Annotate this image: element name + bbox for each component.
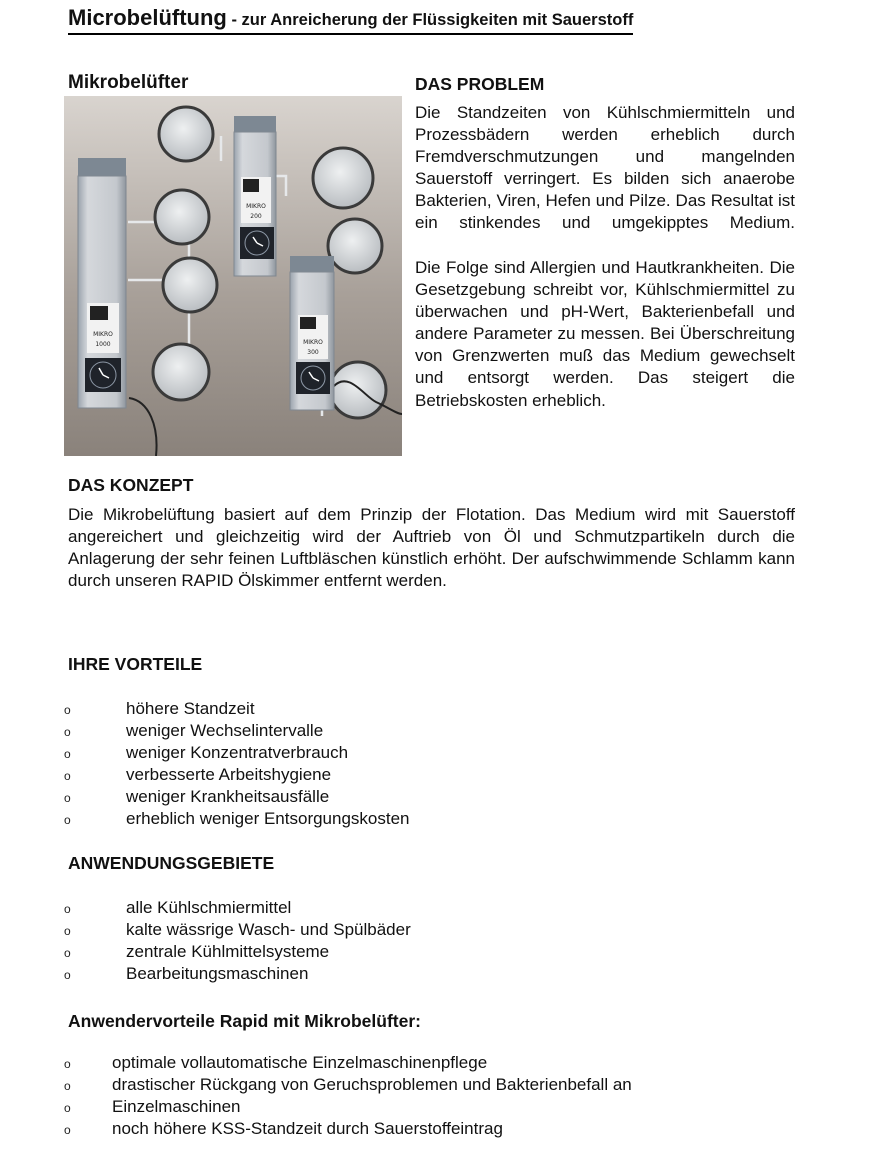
list-item-text: Bearbeitungsmaschinen xyxy=(126,964,309,984)
list-item xyxy=(64,1096,764,1118)
list-item xyxy=(64,1052,764,1074)
unit-label-number: 300 xyxy=(307,349,319,356)
list-item xyxy=(64,919,564,941)
bullet-circle-icon: o xyxy=(64,946,71,961)
list-item-text: alle Kühlschmiermittel xyxy=(126,898,292,917)
bullet-circle-icon: o xyxy=(64,703,71,717)
bullet-circle-icon: o xyxy=(64,813,71,828)
unit-mikro-1000 xyxy=(78,158,126,408)
list-item xyxy=(64,808,564,830)
user-benefits-heading: Anwendervorteile Rapid mit Mikrobelüfter: xyxy=(68,1011,421,1031)
unit-label-model: MIKRO xyxy=(93,331,113,338)
concept-text: Die Mikrobelüftung basiert auf dem Prinzip der Flotation. Das Medium wird mit Sauerstoff angereichert und gleichzeitig wird der Auftrieb von Öl und Schmutzpartikeln durch die Anlagerung der sehr feinen Luftbläschen künstlich erhöht. Der aufschwimmende Schlamm kann durch unseren RAPID Ölskimmer entfernt werden. xyxy=(68,505,795,591)
bullet-circle-icon: o xyxy=(64,769,71,784)
unit-label-model: MIKRO xyxy=(246,203,266,210)
list-item-text: zentrale Kühlmittelsysteme xyxy=(126,942,330,962)
list-item-text: verbesserte Arbeitshygiene xyxy=(126,765,332,785)
title-subtitle: - zur Anreicherung der Flüssigkeiten mit Sauerstoff xyxy=(226,11,634,29)
bullet-circle-icon: o xyxy=(64,1123,71,1138)
advantages-heading: IHRE VORTEILE xyxy=(68,654,203,674)
advantages-list xyxy=(64,698,564,831)
list-item-text: weniger Konzentratverbrauch xyxy=(126,743,349,763)
unit-label-number: 200 xyxy=(250,213,262,220)
list-item-text: drastischer Rückgang von Geruchsproblemen und Bakterienbefall an xyxy=(112,1075,632,1095)
list-item xyxy=(64,742,564,764)
list-item xyxy=(64,786,564,808)
unit-mikro-300 xyxy=(290,256,334,410)
concept-heading: DAS KONZEPT xyxy=(68,475,194,495)
bullet-circle-icon: o xyxy=(64,725,71,740)
bullet-circle-icon: o xyxy=(64,968,71,983)
bullet-circle-icon: o xyxy=(64,924,71,939)
unit-label-model: MIKRO xyxy=(303,339,323,346)
bullet-circle-icon: o xyxy=(64,747,71,762)
list-item-text: Einzelmaschinen xyxy=(112,1097,241,1117)
bullet-circle-icon: o xyxy=(64,1057,71,1071)
problem-text: Die Standzeiten von Kühlschmiermitteln und Prozessbädern werden erheblich durch Fremdverschmutzungen und mangelnden Sauerstoff verringert. Es bilden sich anaerobe Bakterien, Viren, Hefen und Pilze. Das Resultat ist ein stinkendes und umgekipptes Medium. xyxy=(415,103,795,233)
list-item xyxy=(64,764,564,786)
list-item xyxy=(64,941,564,963)
applications-list xyxy=(64,897,564,985)
list-item xyxy=(64,698,564,720)
list-item xyxy=(64,897,564,919)
bullet-circle-icon: o xyxy=(64,902,71,916)
list-item-text: weniger Wechselintervalle xyxy=(126,721,324,741)
bullet-circle-icon: o xyxy=(64,1079,71,1094)
product-photo-illustration xyxy=(64,96,402,456)
list-item xyxy=(64,1074,764,1096)
problem-heading: DAS PROBLEM xyxy=(415,74,545,94)
product-heading: Mikrobelüfter xyxy=(68,72,189,93)
list-item-text: kalte wässrige Wasch- und Spülbäder xyxy=(126,920,411,940)
list-item xyxy=(64,963,564,985)
bullet-circle-icon: o xyxy=(64,1101,71,1116)
unit-mikro-200 xyxy=(234,116,276,276)
user-benefits-list xyxy=(64,1052,764,1140)
list-item-text: noch höhere KSS-Standzeit durch Sauerstoffeintrag xyxy=(112,1119,503,1139)
problem-text-continued: Die Folge sind Allergien und Hautkrankheiten. Die Gesetzgebung schreibt vor, Kühlschmiermittel zu überwachen und pH-Wert, Bakterienbefall und andere Parameter zu messen. Bei Überschreitung von Grenzwerten muß das Medium gewechselt und entsorgt werden. Das steigert die Betriebskosten erheblich. xyxy=(415,258,795,410)
bullet-circle-icon: o xyxy=(64,791,71,806)
list-item xyxy=(64,720,564,742)
product-photo xyxy=(64,96,402,456)
list-item xyxy=(64,1118,764,1140)
unit-label-number: 1000 xyxy=(95,341,111,348)
list-item-text: optimale vollautomatische Einzelmaschinenpflege xyxy=(112,1053,488,1072)
applications-heading: ANWENDUNGSGEBIETE xyxy=(68,853,275,873)
title-main: Microbelüftung xyxy=(68,5,227,30)
list-item-text: höhere Standzeit xyxy=(126,699,255,718)
list-item-text: weniger Krankheitsausfälle xyxy=(126,787,330,807)
page-title xyxy=(68,6,633,35)
list-item-text: erheblich weniger Entsorgungskosten xyxy=(126,809,410,829)
